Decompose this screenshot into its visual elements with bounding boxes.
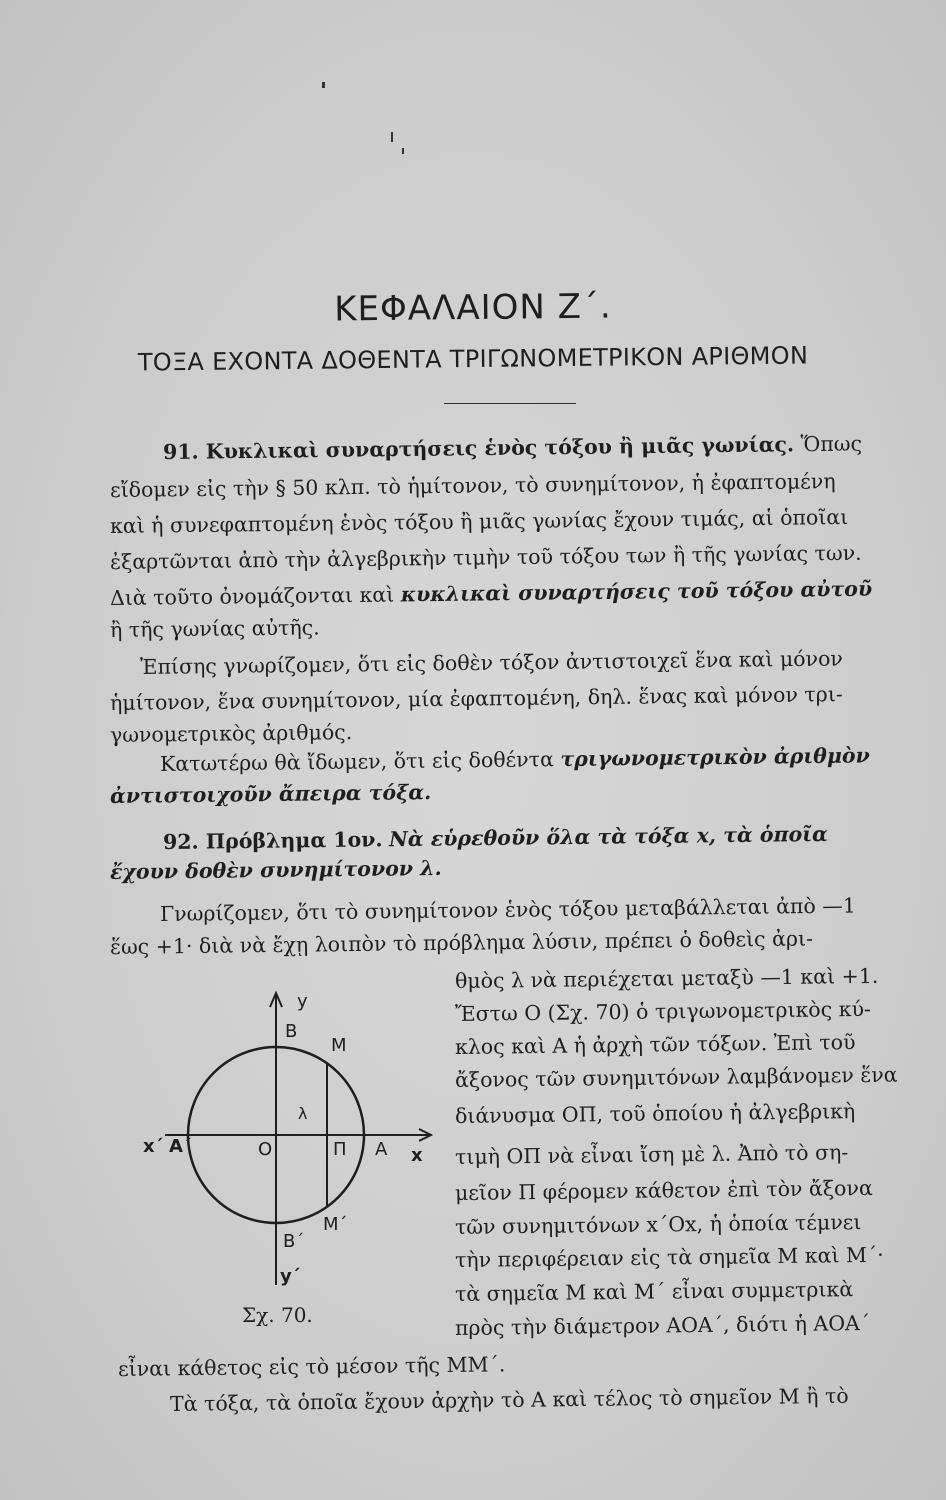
label-x: x: [411, 1145, 423, 1166]
section-92-heading-line: [163, 822, 828, 854]
label-y-prime: y΄: [280, 1266, 300, 1287]
scan-mark: [391, 132, 393, 142]
scan-mark: [402, 148, 404, 154]
text-line: Ἔστω Ο (Σχ. 70) ὁ τριγωνομετρικὸς κύ-: [454, 996, 872, 1026]
text-line-mixed: [160, 743, 870, 776]
text-line: Γνωρίζομεν, ὅτι τὸ συνημίτονον ἑνὸς τόξου μεταβάλλεται ἀπὸ —1: [159, 893, 856, 926]
label-M-prime: M΄: [323, 1214, 348, 1235]
section-91-heading-line: [163, 431, 862, 464]
divider: [444, 403, 576, 404]
text-line: Ὅπως: [800, 431, 863, 457]
text-line: ἐξαρτῶνται ἀπὸ τὴν ἀλγεβρικὴν τιμὴν τοῦ τόξου των ἢ τῆς γωνίας των.: [109, 540, 862, 574]
text-line: ἡμίτονον, ἕνα συνημίτονον, μία ἐφαπτομένη, δηλ. ἕνας καὶ μόνον τρι-: [109, 682, 843, 715]
text-line: τὰ σημεῖα Μ καὶ Μ΄ εἶναι συμμετρικὰ: [454, 1277, 854, 1306]
problem-statement-cont: ἔχουν δοθὲν συνημίτονον λ.: [109, 855, 442, 884]
text-span: Κατωτέρω θὰ ἴδωμεν, ὅτι εἰς δοθέντα: [159, 747, 555, 776]
emphasis-line: ἀντιστοιχοῦν ἄπειρα τόξα.: [109, 780, 432, 808]
section-92-heading: 92. Πρόβλημα 1ον.: [162, 827, 383, 854]
text-span: Διὰ τοῦτο ὀνομάζονται καὶ: [109, 582, 395, 610]
text-line: καὶ ἡ συνεφαπτομένη ἑνὸς τόξου ἢ μιᾶς γωνίας ἔχουν τιμάς, αἱ ὁποῖαι: [109, 504, 849, 538]
text-line: εἴδομεν εἰς τὴν § 50 κλπ. τὸ ἡμίτονον, τὸ συνημίτονον, ἡ ἐφαπτομένη: [109, 469, 836, 502]
label-B: B: [285, 1021, 298, 1042]
text-line: ἄξονος τῶν συνημιτόνων λαμβάνομεν ἕνα: [454, 1062, 898, 1092]
scan-mark: [322, 82, 325, 88]
text-line: ἕως +1· διὰ νὰ ἔχῃ λοιπὸν τὸ πρόβλημα λύσιν, πρέπει ὁ δοθεὶς ἀρι-: [109, 926, 814, 959]
text-line: μεῖον Π φέρομεν κάθετον ἐπὶ τὸν ἄξονα: [454, 1175, 873, 1205]
emphasis-text: τριγωνομετρικὸν ἀριθμὸν: [560, 743, 870, 772]
text-line-mixed: [110, 577, 872, 610]
text-line: Ἐπίσης γνωρίζομεν, ὅτι εἰς δοθὲν τόξον ἀντιστοιχεῖ ἕνα καὶ μόνον: [139, 646, 843, 679]
label-A-prime: A΄: [169, 1136, 191, 1157]
label-B-prime: B΄: [283, 1231, 305, 1252]
text-line: διάνυσμα ΟΠ, τοῦ ὁποίου ἡ ἀλγεβρικὴ: [454, 1099, 856, 1128]
label-Pi: Π: [333, 1139, 347, 1160]
label-lambda: λ: [298, 1104, 308, 1123]
text-line: γωνομετρικὸς ἀριθμός.: [109, 720, 353, 747]
text-line: εἶναι κάθετος εἰς τὸ μέσον τῆς ΜΜ΄.: [117, 1352, 506, 1381]
label-M: M: [331, 1035, 347, 1056]
emphasis-text: κυκλικαὶ συναρτήσεις τοῦ τόξου αὐτοῦ: [400, 576, 873, 607]
label-A: A: [375, 1139, 388, 1160]
label-O: O: [258, 1139, 273, 1160]
label-y: y: [297, 991, 308, 1012]
text-line: ἢ τῆς γωνίας αὐτῆς.: [109, 615, 320, 642]
section-91-heading: 91. Κυκλικαὶ συναρτήσεις ἑνὸς τόξου ἢ μιᾶς γωνίας.: [162, 432, 795, 464]
chapter-subtitle: ΤΟΞΑ ΕΧΟΝΤΑ ΔΟΘΕΝΤΑ ΤΡΙΓΩΝΟΜΕΤΡΙΚΟΝ ΑΡΙΘΜΟΝ: [137, 341, 809, 377]
text-line: κλος καὶ Α ἡ ἀρχὴ τῶν τόξων. Ἐπὶ τοῦ: [454, 1030, 856, 1059]
label-x-prime: x΄: [143, 1136, 163, 1157]
text-line: Τὰ τόξα, τὰ ὁποῖα ἔχουν ἀρχὴν τὸ Α καὶ τέλος τὸ σημεῖον Μ ἢ τὸ: [169, 1383, 849, 1416]
text-line: τὴν περιφέρειαν εἰς τὰ σημεῖα Μ καὶ Μ΄·: [454, 1242, 884, 1272]
text-line: πρὸς τὴν διάμετρον ΑΟΑ΄, διότι ἡ ΑΟΑ΄: [454, 1310, 871, 1340]
figure-caption: Σχ. 70.: [242, 1303, 313, 1327]
text-line: θμὸς λ νὰ περιέχεται μεταξὺ —1 καὶ +1.: [454, 963, 879, 993]
chapter-title: ΚΕΦΑΛΑΙΟΝ Ζ΄.: [334, 286, 612, 330]
text-line: τῶν συνημιτόνων x΄Ox, ἡ ὁποία τέμνει: [454, 1210, 862, 1239]
problem-statement: Νὰ εὑρεθοῦν ὅλα τὰ τόξα x, τὰ ὁποῖα: [388, 821, 829, 852]
text-line: τιμὴ ΟΠ νὰ εἶναι ἴση μὲ λ. Ἀπὸ τὸ ση-: [454, 1140, 849, 1169]
trig-circle-figure: [125, 985, 455, 1325]
